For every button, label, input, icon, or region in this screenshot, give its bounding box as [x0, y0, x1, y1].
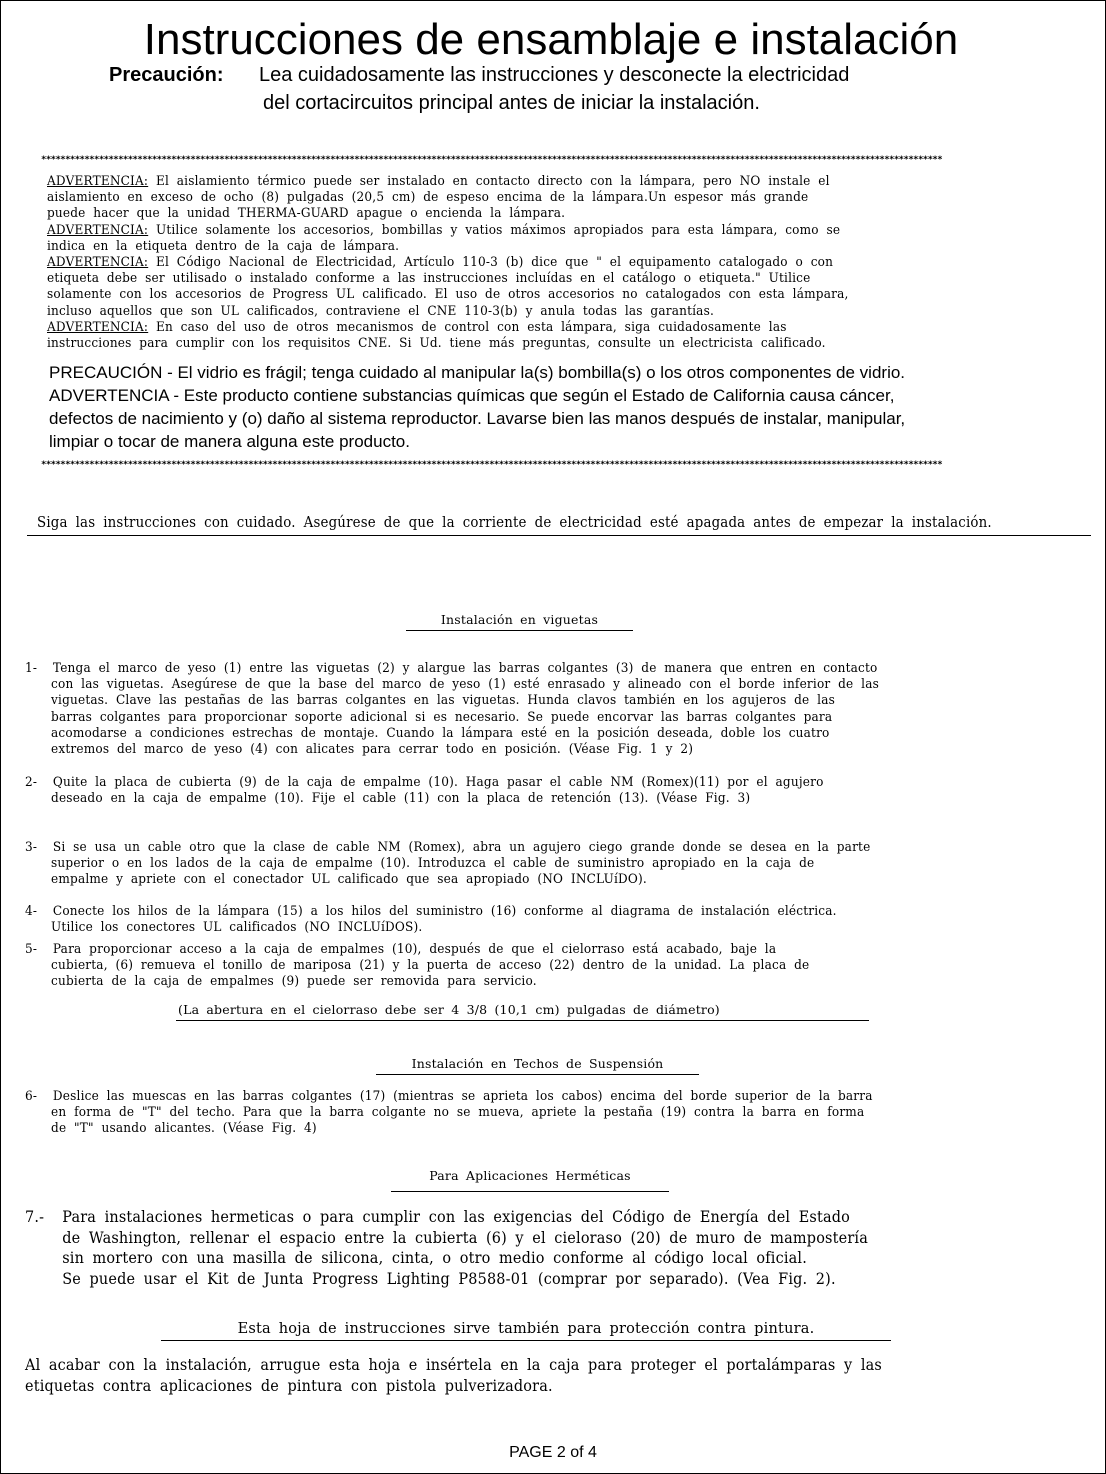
- warning-text: etiqueta debe ser utilisado o instalado conforme a las instrucciones incluídas en el catálogo o etiqueta." Utilice: [47, 271, 811, 287]
- step-5: [25, 942, 809, 991]
- paint-line: Al acabar con la instalación, arrugue esta hoja e insértela en la caja para proteger el portalámparas y las: [25, 1356, 882, 1374]
- warning-text: incluso aquellos que son UL calificados, contraviene el CNE 110-3(b) y anula todas las garantías.: [47, 303, 714, 319]
- warning-text: En caso del uso de otros mecanismos de control con esta lámpara, siga cuidadosamente las: [148, 319, 787, 335]
- paint-header-text: Esta hoja de instrucciones sirve también para protección contra pintura.: [161, 1321, 891, 1341]
- step-line: Se puede usar el Kit de Junta Progress Lighting P8588-01 (comprar por separado). (Vea Fig. 2).: [62, 1269, 836, 1288]
- section-suspension-header: [376, 1056, 699, 1075]
- asterisk-divider-top: *******************************************************************************************************************************************************************************************: [41, 155, 943, 165]
- precaution-line: PRECAUCIÓN - El vidrio es frágil; tenga cuidado al manipular la(s) bombilla(s) o los otros componentes de vidrio.: [49, 363, 906, 382]
- step-line: Para proporcionar acceso a la caja de empalmes (10), después de que el cielorraso está acabado, baje la: [52, 942, 777, 957]
- precaution-line: defectos de nacimiento y (o) daño al sistema reproductor. Lavarse bien las manos después de instalar, manipular,: [49, 409, 906, 428]
- paint-protection-header: [161, 1321, 891, 1341]
- step-line: con las viguetas. Asegúrese de que la base del marco de yeso (1) esté enrasado y alineado con el borde inferior de las: [51, 677, 879, 693]
- step-number: 4-: [25, 904, 38, 919]
- warning-2: [47, 223, 849, 239]
- step-line: sin mortero con una masilla de silicona, cinta, o otro medio conforme al código local oficial.: [62, 1249, 807, 1267]
- paint-instructions: [25, 1355, 882, 1396]
- step-line: deseado en la caja de empalme (10). Fije el cable (11) con la placa de retención (13). (Véase Fig. 3): [51, 791, 751, 807]
- step-number: 7.-: [25, 1208, 45, 1226]
- warning-text: El aislamiento térmico puede ser instalado en contacto directo con la lámpara, pero NO instale el: [148, 174, 830, 189]
- step-number: 5-: [25, 942, 38, 957]
- step-line: cubierta, (6) remueva el tonillo de mariposa (21) y la puerta de acceso (22) dentro de la unidad. La placa de: [51, 958, 810, 974]
- paint-line: etiquetas contra aplicaciones de pintura con pistola pulverizadora.: [25, 1376, 553, 1395]
- warnings-block: [47, 174, 849, 352]
- precaution-line: limpiar o tocar de manera alguna este producto.: [49, 432, 410, 451]
- caution-label: Precaución:: [109, 64, 224, 86]
- warning-label: ADVERTENCIA:: [47, 255, 149, 271]
- glass-and-chemical-warnings: [49, 361, 905, 453]
- step-2: [25, 775, 824, 807]
- step-line: de "T" usando alicantes. (Véase Fig. 4): [51, 1121, 317, 1137]
- warning-4: [47, 320, 849, 336]
- warning-label: ADVERTENCIA:: [47, 319, 149, 335]
- step-line: Tenga el marco de yeso (1) entre las viguetas (2) y alargue las barras colgantes (3) de manera que entren en contacto: [52, 661, 878, 676]
- precaution-line: ADVERTENCIA - Este producto contiene substancias químicas que según el Estado de California causa cáncer,: [49, 386, 895, 405]
- warning-text: indica en la etiqueta dentro de la caja de lámpara.: [47, 238, 400, 254]
- section-title: Para Aplicaciones Herméticas: [391, 1168, 669, 1192]
- section-joists-header: [406, 612, 633, 631]
- opening-note: [176, 1002, 869, 1021]
- section-hermetic-header: [391, 1168, 669, 1192]
- warning-text: puede hacer que la unidad THERMA-GUARD apague o encienda la lámpara.: [47, 206, 566, 222]
- follow-note-text: Siga las instrucciones con cuidado. Asegúrese de que la corriente de electricidad esté apagada antes de empezar la instalación.: [37, 513, 992, 531]
- asterisk-divider-bottom: *******************************************************************************************************************************************************************************************: [41, 460, 943, 470]
- step-line: empalme y apriete con el conectador UL calificado que sea apropiado (NO INCLUíDO).: [51, 872, 647, 888]
- page-title: Instrucciones de ensamblaje e instalación: [143, 15, 959, 64]
- section-title: Instalación en Techos de Suspensión: [376, 1056, 699, 1075]
- step-line: Conecte los hilos de la lámpara (15) a los hilos del suministro (16) conforme al diagrama de instalación eléctrica.: [52, 904, 837, 919]
- step-line: de Washington, rellenar el espacio entre la cubierta (6) y el cieloraso (20) de muro de mampostería: [62, 1228, 868, 1247]
- caution-line-1: Lea cuidadosamente las instrucciones y desconecte la electricidad: [259, 64, 850, 86]
- step-7: [25, 1207, 868, 1289]
- follow-note: [27, 513, 1091, 536]
- warning-3: [47, 255, 849, 271]
- step-3: [25, 840, 870, 889]
- step-line: en forma de "T" del techo. Para que la barra colgante no se mueva, apriete la pestaña (19) contra la barra en forma: [51, 1105, 865, 1121]
- warning-text: solamente con los accesorios de Progress UL calificado. El uso de otros accesorios no catalogados con esta lámpara,: [47, 287, 849, 303]
- warning-text: instrucciones para cumplir con los requisitos CNE. Si Ud. tiene más preguntas, consulte un electricista calificado.: [47, 336, 826, 352]
- step-6: [25, 1089, 873, 1138]
- step-line: cubierta de la caja de empalmes (9) puede ser removida para servicio.: [51, 974, 537, 990]
- warning-label: ADVERTENCIA:: [47, 174, 149, 189]
- step-line: acomodarse a condiciones estrechas de montaje. Cuando la lámpara esté en la posición deseada, doble los cuatro: [51, 725, 830, 741]
- step-line: viguetas. Clave las pestañas de las barras colgantes en las viguetas. Hunda clavos también en los agujeros de las: [51, 693, 835, 709]
- opening-note-text: (La abertura en el cielorraso debe ser 4 3/8 (10,1 cm) pulgadas de diámetro): [176, 1002, 869, 1021]
- step-number: 1-: [25, 661, 38, 676]
- step-line: Quite la placa de cubierta (9) de la caja de empalme (10). Haga pasar el cable NM (Romex)(11) por el agujero: [52, 775, 824, 790]
- step-line: Si se usa un cable otro que la clase de cable NM (Romex), abra un agujero ciego grande donde se desea en la parte: [52, 840, 871, 855]
- step-line: barras colgantes para proporcionar soporte adicional si es necesario. Se puede encorvar las barras colgantes para: [51, 709, 833, 725]
- step-line: Para instalaciones hermeticas o para cumplir con las exigencias del Código de Energía del Estado: [62, 1208, 851, 1226]
- warning-text: El Código Nacional de Electricidad, Artículo 110-3 (b) dice que " el equipamento catalogado o con: [148, 255, 834, 271]
- step-line: superior o en los lados de la caja de empalme (10). Introduzca el cable de suministro apropiado en la caja de: [51, 856, 815, 872]
- warning-text: Utilice solamente los accesorios, bombillas y vatios máximos apropiados para esta lámpara, como se: [148, 222, 841, 238]
- section-title: Instalación en viguetas: [406, 612, 633, 631]
- warning-label: ADVERTENCIA:: [47, 222, 149, 238]
- warning-text: aislamiento en exceso de ocho (8) pulgadas (20,5 cm) de espeso encima de la lámpara.Un espesor más grande: [47, 190, 809, 206]
- warning-1: [47, 174, 849, 190]
- step-4: [25, 904, 837, 936]
- step-number: 6-: [25, 1089, 38, 1104]
- caution-line-2: del cortacircuitos principal antes de iniciar la instalación.: [263, 92, 760, 114]
- step-line: Utilice los conectores UL calificados (NO INCLUíDOS).: [51, 920, 423, 936]
- page-number: PAGE 2 of 4: [509, 1444, 597, 1461]
- step-line: extremos del marco de yeso (4) con alicates para cerrar todo en posición. (Véase Fig. 1 y 2): [51, 742, 694, 758]
- step-1: [25, 661, 879, 758]
- step-line: Deslice las muescas en las barras colgantes (17) (mientras se aprieta los cabos) encima del borde superior de la barra: [52, 1089, 873, 1104]
- step-number: 3-: [25, 840, 38, 855]
- step-number: 2-: [25, 775, 38, 790]
